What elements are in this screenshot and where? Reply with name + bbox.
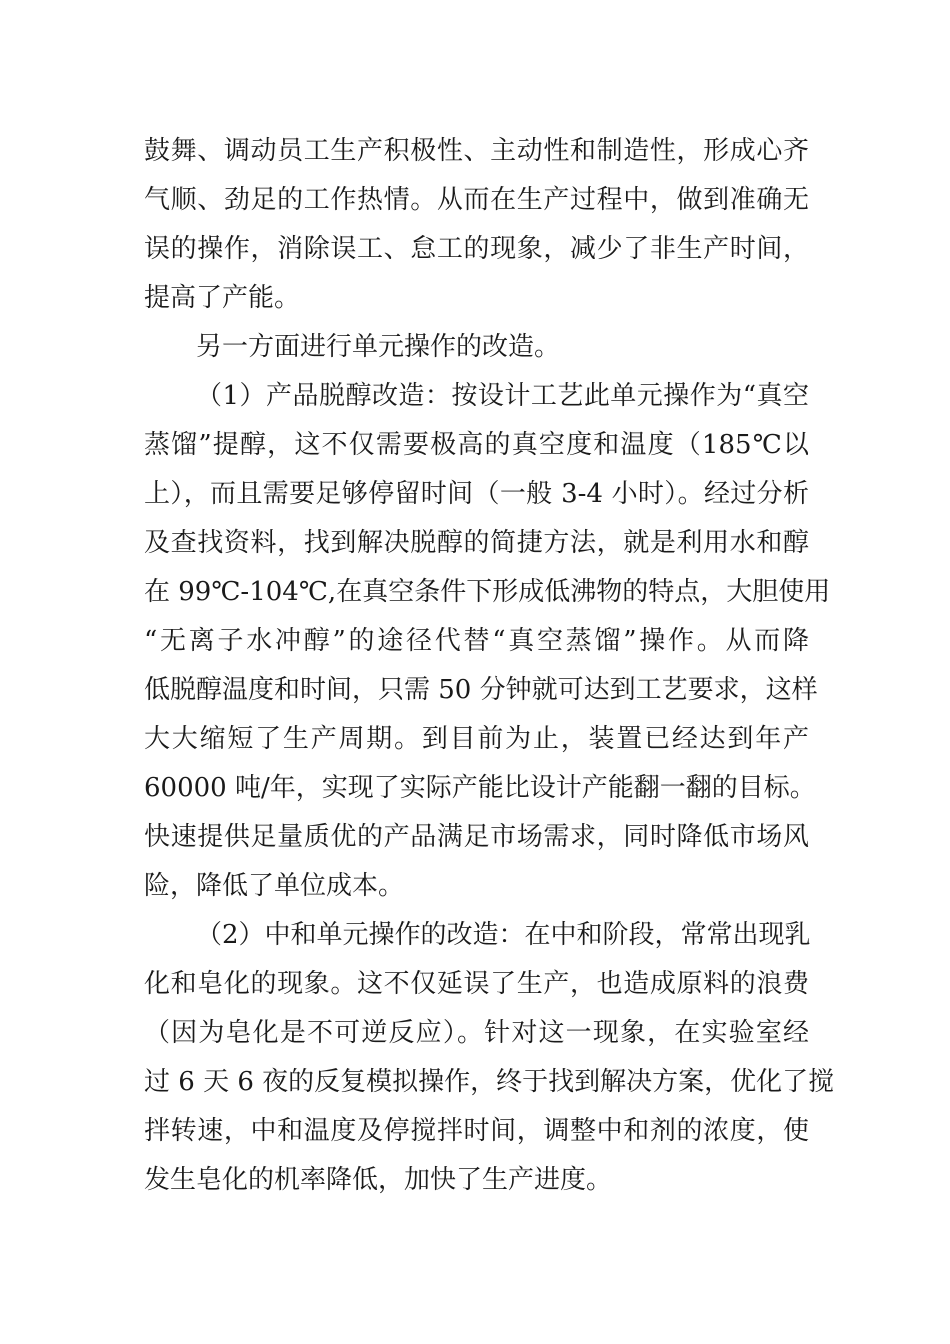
text-line: 及查找资料，找到解决脱醇的简捷方法，就是利用水和醇 — [144, 528, 809, 558]
text-line: 险，降低了单位成本。 — [144, 871, 405, 901]
text-line: 气顺、劲足的工作热情。从而在生产过程中，做到准确无 — [144, 185, 809, 215]
text-line: “无离子水冲醇”的途径代替“真空蒸馏”操作。从而降 — [144, 626, 809, 656]
text-line: 另一方面进行单元操作的改造。 — [196, 332, 561, 362]
paragraph-4 — [144, 911, 835, 1205]
text-line: 鼓舞、调动员工生产积极性、主动性和制造性，形成心齐 — [144, 136, 809, 166]
text-line: 误的操作，消除误工、怠工的现象，减少了非生产时间， — [144, 234, 809, 264]
paragraph-3 — [144, 372, 831, 911]
text-line: （1）产品脱醇改造：按设计工艺此单元操作为“真空 — [196, 381, 809, 411]
text-line: 蒸馏”提醇，这不仅需要极高的真空度和温度（185℃以 — [144, 430, 809, 460]
text-line: 过 6 天 6 夜的反复模拟操作，终于找到解决方案，优化了搅 — [144, 1067, 835, 1097]
text-line: （因为皂化是不可逆反应）。针对这一现象，在实验室经 — [144, 1018, 809, 1048]
text-line: 大大缩短了生产周期。到目前为止，装置已经达到年产 — [144, 724, 809, 754]
text-line: 快速提供足量质优的产品满足市场需求，同时降低市场风 — [144, 822, 809, 852]
text-line: 在 99℃-104℃,在真空条件下形成低沸物的特点，大胆使用 — [144, 577, 831, 607]
paragraph-2 — [144, 323, 809, 372]
text-line: （2）中和单元操作的改造：在中和阶段，常常出现乳 — [196, 920, 811, 950]
paragraph-1 — [144, 127, 809, 323]
document-body — [144, 127, 835, 1205]
text-line: 提高了产能。 — [144, 283, 301, 313]
text-line: 发生皂化的机率降低，加快了生产进度。 — [144, 1165, 613, 1195]
text-line: 低脱醇温度和时间，只需 50 分钟就可达到工艺要求，这样 — [144, 675, 818, 705]
text-line: 60000 吨/年，实现了实际产能比设计产能翻一翻的目标。 — [144, 773, 816, 803]
text-line: 拌转速，中和温度及停搅拌时间，调整中和剂的浓度，使 — [144, 1116, 809, 1146]
text-line: 化和皂化的现象。这不仅延误了生产，也造成原料的浪费 — [144, 969, 809, 999]
text-line: 上），而且需要足够停留时间（一般 3-4 小时）。经过分析 — [144, 479, 809, 509]
